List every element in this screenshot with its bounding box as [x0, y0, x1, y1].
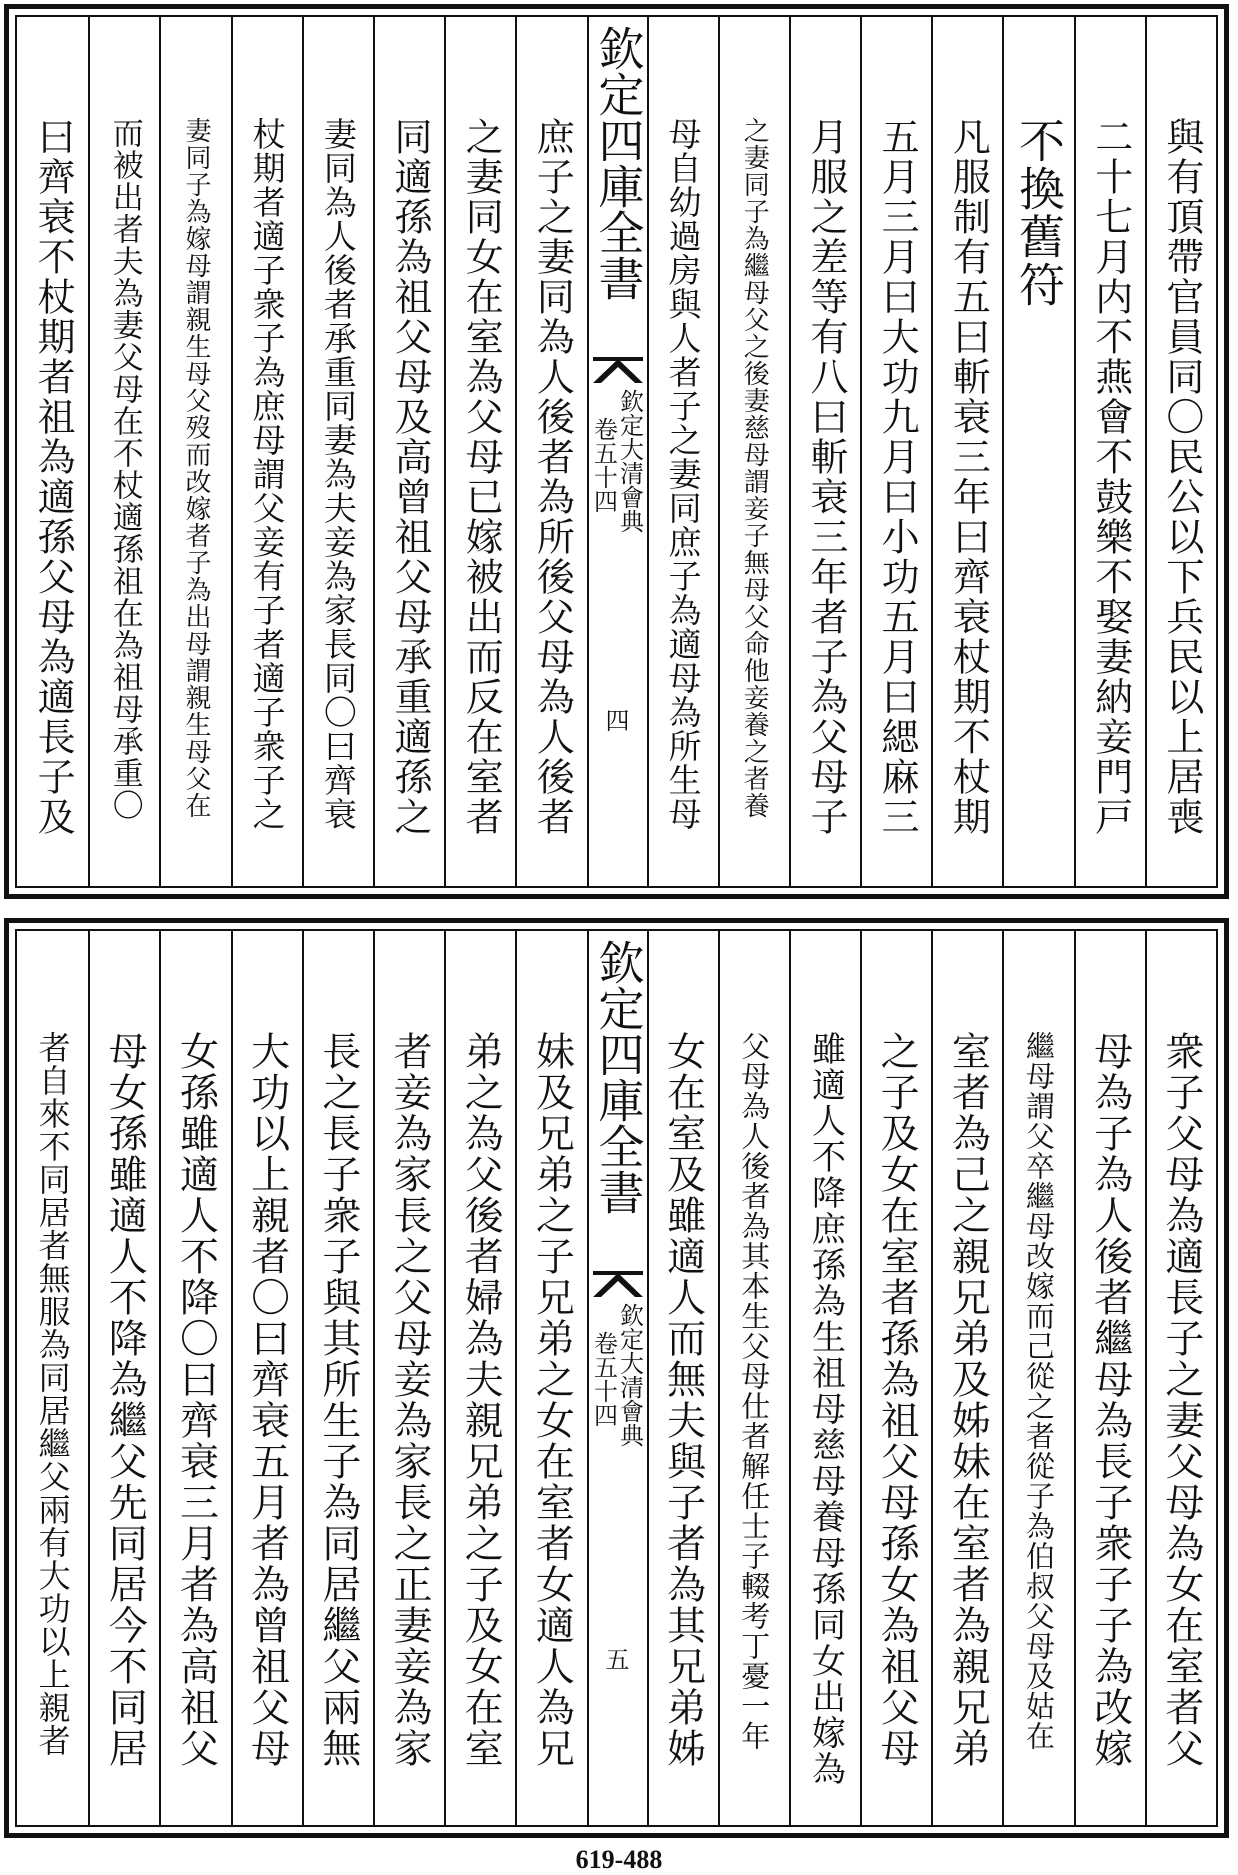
text-column-left-6	[159, 17, 230, 886]
text-column-right-4	[931, 17, 1002, 886]
column-text: 雖適人不降庶孫為生祖母慈母養母孫同女出嫁為	[805, 1031, 846, 1787]
banner-book-title: 欽定大清會典	[615, 1303, 644, 1447]
column-text: 弟之為父後者婦為夫親兄弟之子及女在室	[458, 1031, 504, 1769]
text-column-right-1	[1145, 931, 1216, 1825]
column-text: 之子及女在室者孫為祖父母孫女為祖父母	[874, 1031, 920, 1769]
column-text: 杖期者適子衆子為庶母謂父妾有子者適子衆子之	[247, 117, 287, 831]
text-column-left-4	[302, 17, 373, 886]
column-text: 室者為己之親兄弟及姊妹在室者為親兄弟	[945, 1031, 991, 1769]
column-text: 妹及兄弟之子兄弟之女在室者女適人為兄	[529, 1031, 575, 1769]
column-text: 大功以上親者〇曰齊衰五月者為曾祖父母	[244, 1031, 290, 1769]
text-column-right-1	[1145, 17, 1216, 886]
text-column-right-8	[647, 17, 718, 886]
column-text: 衆子父母為適長子之妻父母為女在室者父	[1158, 1031, 1204, 1769]
banner-book-title: 欽定大清會典	[615, 389, 644, 533]
column-text: 母為子為人後者繼母為長子衆子子為改嫁	[1087, 1031, 1133, 1769]
bottom-page-frame	[15, 929, 1218, 1827]
top-page	[4, 4, 1229, 899]
center-banner	[587, 17, 647, 886]
column-text: 與有頂帶官員同〇民公以下兵民以上居喪	[1159, 117, 1204, 837]
page-footer-number: 619-488	[575, 1845, 663, 1874]
column-text: 而被出者夫為妻父母在不杖適孫祖在為祖母承重〇	[106, 117, 143, 821]
banner-volume: 卷五十四	[589, 417, 618, 513]
banner-title: 欽定四庫全書	[591, 939, 646, 1215]
text-column-left-8	[17, 931, 88, 1825]
text-column-left-1	[515, 17, 586, 886]
column-text: 者妾為家長之父母妾為家長之正妻妾為家	[387, 1031, 433, 1769]
text-column-left-7	[88, 17, 159, 886]
text-column-left-2	[444, 17, 515, 886]
text-column-left-2	[444, 931, 515, 1825]
center-banner	[587, 931, 647, 1825]
banner-page-number: 四	[605, 707, 630, 735]
column-text: 妻同子為嫁母謂親生母父歿而改嫁者子為出母謂親生母父在	[180, 117, 211, 819]
top-page-frame	[15, 15, 1218, 888]
text-column-left-5	[231, 17, 302, 886]
column-text: 長之長子衆子與其所生子為同居繼父兩無	[315, 1031, 361, 1769]
column-text: 五月三月曰大功九月曰小功五月曰緦麻三	[875, 117, 920, 837]
column-text: 同適孫為祖父母及高曾祖父母承重適孫之	[388, 117, 433, 837]
text-column-right-4	[931, 931, 1002, 1825]
column-text: 之妻同子為繼母父之後妻慈母謂妾子無母父命他妾養之者養	[739, 117, 770, 819]
column-text: 母自幼過房與人者子之妻同庶子為適母為所生母	[663, 117, 703, 831]
fish-tail-mark-icon	[589, 1271, 647, 1297]
text-column-right-6	[789, 17, 860, 886]
column-text: 父母為人後者為其本生父母仕者解任士子輟考丁憂一年	[737, 1031, 772, 1751]
column-text: 妻同為人後者承重同妻為夫妾為家長同〇曰齊衰	[318, 117, 358, 831]
column-text: 母女孫雖適人不降為繼父先同居今不同居	[102, 1031, 148, 1769]
column-text: 女在室及雖適人而無夫與子者為其兄弟姊	[660, 1031, 706, 1769]
text-column-right-2	[1074, 931, 1145, 1825]
column-text: 不換舊符	[1012, 117, 1067, 309]
column-text: 二十七月内不燕會不鼓樂不娶妻納妾門戸	[1088, 117, 1133, 837]
banner-volume: 卷五十四	[589, 1331, 618, 1427]
bottom-page	[4, 918, 1229, 1838]
text-column-left-4	[302, 931, 373, 1825]
text-column-right-5	[860, 931, 931, 1825]
text-column-left-1	[515, 931, 586, 1825]
text-column-right-7	[718, 931, 789, 1825]
text-column-right-7	[718, 17, 789, 886]
text-column-left-3	[373, 931, 444, 1825]
column-text: 之妻同女在室為父母已嫁被出而反在室者	[459, 117, 504, 837]
text-column-right-8	[647, 931, 718, 1825]
text-column-left-6	[159, 931, 230, 1825]
column-text: 繼母謂父卒繼母改嫁而己從之者從子為伯叔父母及姑在	[1022, 1031, 1057, 1751]
text-column-left-7	[88, 931, 159, 1825]
text-column-left-8	[17, 17, 88, 886]
column-text: 曰齊衰不杖期者祖為適孫父母為適長子及	[31, 117, 76, 837]
text-column-left-5	[231, 931, 302, 1825]
fish-tail-mark-icon	[589, 357, 647, 383]
text-column-left-3	[373, 17, 444, 886]
column-text: 者自來不同居者無服為同居繼父兩有大功以上親者	[33, 1031, 72, 1757]
text-column-right-3	[1002, 17, 1073, 886]
banner-page-number: 五	[605, 1646, 630, 1674]
column-text: 女孫雖適人不降〇曰齊衰三月者為高祖父	[173, 1031, 219, 1769]
column-text: 凡服制有五曰斬衰三年曰齊衰杖期不杖期	[946, 117, 991, 837]
text-column-right-2	[1074, 17, 1145, 886]
banner-title: 欽定四庫全書	[591, 25, 646, 301]
column-text: 庶子之妻同為人後者為所後父母為人後者	[530, 117, 575, 837]
text-column-right-3	[1002, 931, 1073, 1825]
text-column-right-5	[860, 17, 931, 886]
column-text: 月服之差等有八曰斬衰三年者子為父母子	[803, 117, 848, 837]
text-column-right-6	[789, 931, 860, 1825]
